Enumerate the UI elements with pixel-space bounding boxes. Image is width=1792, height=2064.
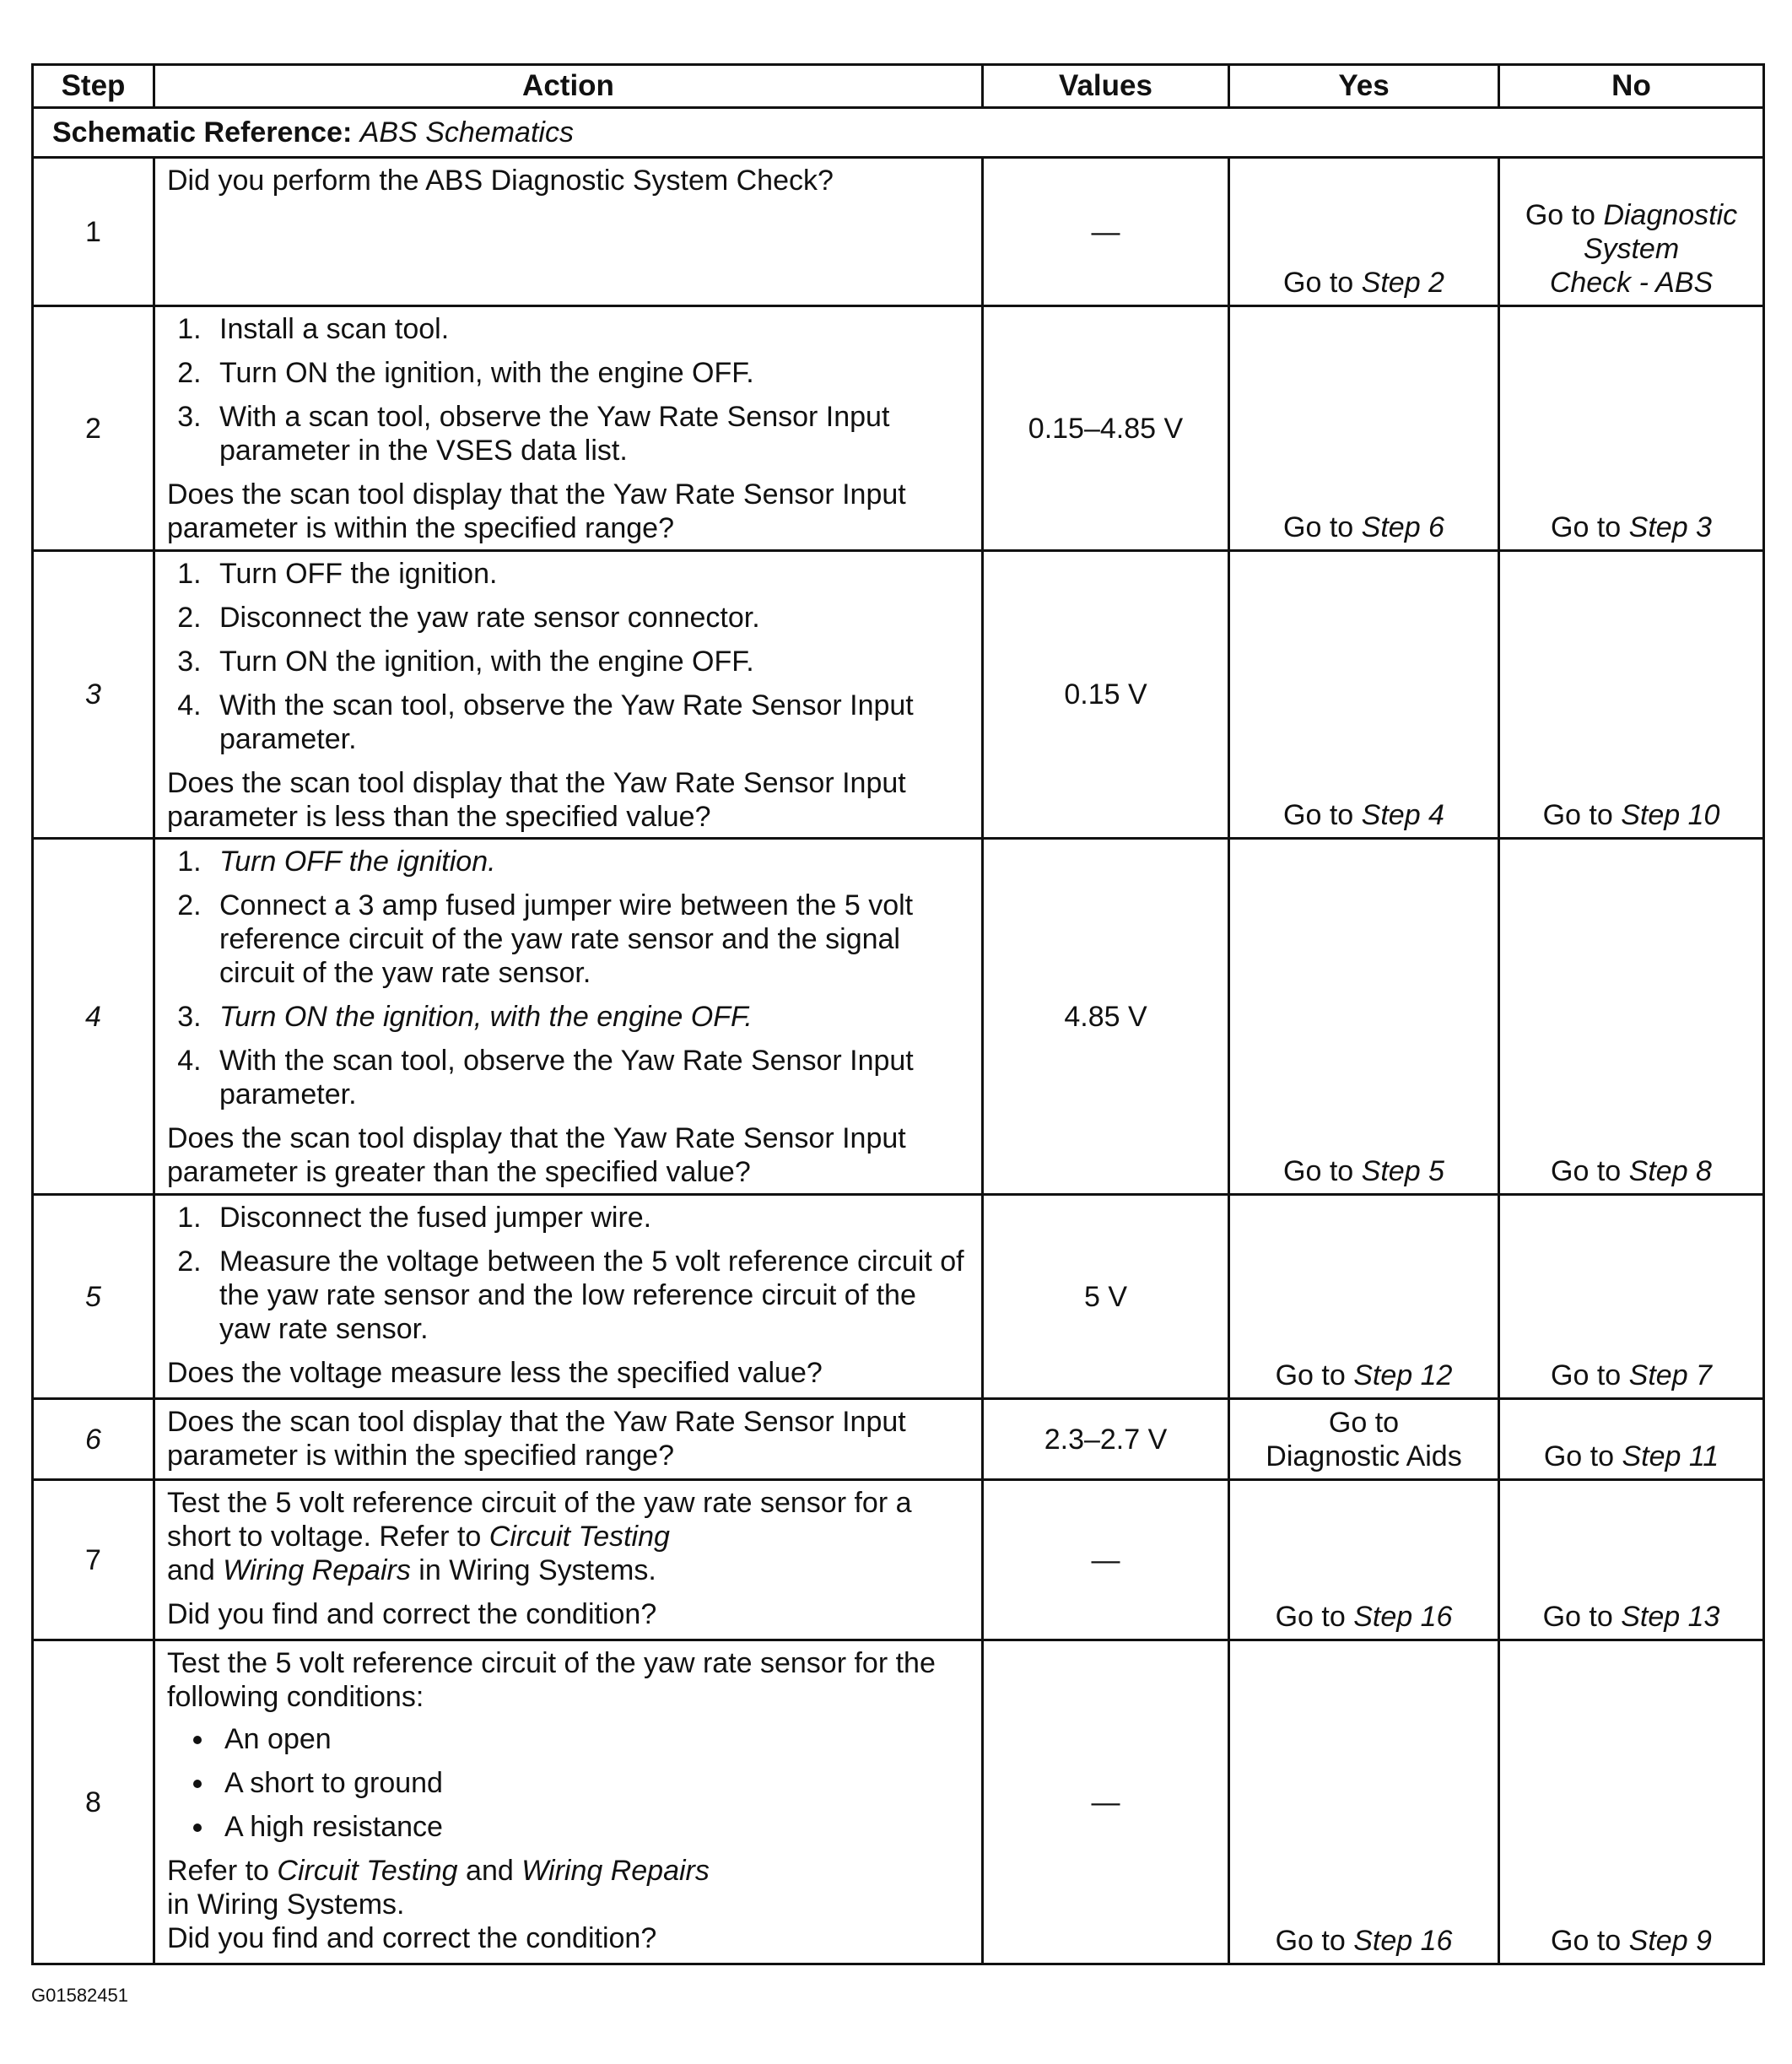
condition-item: • A high resistance xyxy=(216,1810,969,1844)
table-row xyxy=(33,839,1764,1195)
substep: 1. Disconnect the fused jumper wire. xyxy=(209,1201,969,1235)
reference-wiring-repairs: Wiring Repairs xyxy=(223,1554,411,1586)
step-yes xyxy=(1229,158,1499,306)
goto-target-line1: Diagnostic xyxy=(1603,199,1738,231)
reference-circuit-testing: Circuit Testing xyxy=(488,1521,670,1553)
goto-target: Step 5 xyxy=(1361,1155,1444,1187)
step-question: Does the scan tool display that the Yaw Rate Sensor Input parameter is less than the specified value? xyxy=(167,767,906,833)
step-instruction xyxy=(167,1486,969,1587)
substep: 2. Measure the voltage between the 5 volt reference circuit of the yaw rate sensor and the low reference circuit of the yaw rate sensor. xyxy=(209,1245,969,1346)
table-header-row xyxy=(33,65,1764,108)
goto-text: Go to xyxy=(1283,799,1354,831)
table-row xyxy=(33,551,1764,839)
step-number: 5 xyxy=(33,1195,154,1399)
goto-target: Step 7 xyxy=(1628,1359,1712,1391)
goto-text: Go to xyxy=(1275,1359,1346,1391)
step-value: 0.15–4.85 V xyxy=(983,306,1229,551)
substep-list xyxy=(167,1201,969,1346)
condition-item: • An open xyxy=(216,1722,969,1756)
step-question: Did you perform the ABS Diagnostic System Check? xyxy=(167,165,834,197)
figure-id: G01582451 xyxy=(31,1985,128,2006)
step-no xyxy=(1499,551,1764,839)
goto-target: Step 8 xyxy=(1628,1155,1712,1187)
step-value: 4.85 V xyxy=(983,839,1229,1195)
goto-target: Step 11 xyxy=(1622,1440,1719,1472)
step-question: Did you find and correct the condition? xyxy=(167,1922,657,1954)
condition-list xyxy=(167,1722,969,1844)
substep: 4. With the scan tool, observe the Yaw Rate Sensor Input parameter. xyxy=(209,1044,969,1111)
schematic-reference-label: Schematic Reference: xyxy=(52,116,353,149)
step-yes xyxy=(1229,839,1499,1195)
step-question: Does the scan tool display that the Yaw Rate Sensor Input parameter is within the specified range? xyxy=(167,478,906,544)
substep: 1. Turn OFF the ignition. xyxy=(209,557,969,591)
goto-text: Go to xyxy=(1525,199,1595,231)
step-no xyxy=(1499,1640,1764,1964)
step-question: Did you find and correct the condition? xyxy=(167,1598,657,1630)
step-value: 2.3–2.7 V xyxy=(983,1399,1229,1480)
step-number: 8 xyxy=(33,1640,154,1964)
step-action xyxy=(154,839,983,1195)
step-question: Does the scan tool display that the Yaw Rate Sensor Input parameter is greater than the specified value? xyxy=(167,1122,906,1188)
goto-target: Step 4 xyxy=(1361,799,1444,831)
step-no xyxy=(1499,839,1764,1195)
header-yes: Yes xyxy=(1229,65,1499,108)
goto-target: Step 13 xyxy=(1621,1601,1720,1633)
goto-text: Go to xyxy=(1283,267,1354,299)
step-no xyxy=(1499,306,1764,551)
instruction-text: Refer to xyxy=(167,1855,269,1887)
step-yes xyxy=(1229,1640,1499,1964)
step-action xyxy=(154,1640,983,1964)
goto-text: Go to xyxy=(1542,1601,1613,1633)
step-action xyxy=(154,1480,983,1640)
goto-target-line3: Check - ABS xyxy=(1549,267,1714,299)
goto-target: Step 9 xyxy=(1628,1925,1712,1957)
schematic-reference-row xyxy=(33,108,1764,158)
step-no xyxy=(1499,1480,1764,1640)
substep-list xyxy=(167,845,969,1111)
substep-list xyxy=(167,312,969,467)
goto-target: Step 2 xyxy=(1361,267,1444,299)
step-action xyxy=(154,306,983,551)
substep: 4. With the scan tool, observe the Yaw Rate Sensor Input parameter. xyxy=(209,689,969,756)
goto-target: Step 6 xyxy=(1361,511,1444,543)
substep: 1. Install a scan tool. xyxy=(209,312,969,346)
instruction-text: in Wiring Systems. xyxy=(167,1888,405,1921)
substep xyxy=(209,1000,969,1034)
goto-text: Go to xyxy=(1551,511,1622,543)
goto-target: Step 10 xyxy=(1621,799,1720,831)
instruction-text: Test the 5 volt reference circuit of the yaw rate sensor for a short to voltage. Refer to xyxy=(167,1487,912,1553)
step-yes xyxy=(1229,1399,1499,1480)
goto-text: Go to xyxy=(1551,1155,1622,1187)
step-question: Does the scan tool display that the Yaw Rate Sensor Input parameter is within the specified range? xyxy=(167,1406,906,1472)
step-number: 4 xyxy=(33,839,154,1195)
reference-circuit-testing: Circuit Testing xyxy=(277,1855,458,1887)
step-value: — xyxy=(983,158,1229,306)
step-action xyxy=(154,1195,983,1399)
diagnostic-steps-table xyxy=(31,63,1765,1965)
step-action xyxy=(154,1399,983,1480)
goto-target-line2: System xyxy=(1583,233,1680,265)
substep-text: Turn ON the ignition, with the engine OFF. xyxy=(219,1001,753,1033)
substep-list xyxy=(167,557,969,756)
substep: 2. Connect a 3 amp fused jumper wire between the 5 volt reference circuit of the yaw rate sensor and the signal circuit of the yaw rate sensor. xyxy=(209,889,969,990)
step-instruction: Test the 5 volt reference circuit of the yaw rate sensor for the following conditions: xyxy=(167,1647,936,1713)
step-yes xyxy=(1229,306,1499,551)
goto-text: Go to xyxy=(1543,1440,1615,1472)
goto-target: Step 12 xyxy=(1353,1359,1453,1391)
header-values: Values xyxy=(983,65,1229,108)
table-row xyxy=(33,1195,1764,1399)
goto-text: Go to xyxy=(1328,1407,1400,1439)
step-no xyxy=(1499,1399,1764,1480)
table-row xyxy=(33,306,1764,551)
goto-text: Go to xyxy=(1542,799,1613,831)
header-step: Step xyxy=(33,65,154,108)
goto-target: Step 16 xyxy=(1353,1601,1453,1633)
step-number: 1 xyxy=(33,158,154,306)
goto-text: Go to xyxy=(1551,1359,1622,1391)
header-action: Action xyxy=(154,65,983,108)
step-action xyxy=(154,551,983,839)
step-number: 3 xyxy=(33,551,154,839)
reference-wiring-repairs: Wiring Repairs xyxy=(521,1855,710,1887)
step-number: 6 xyxy=(33,1399,154,1480)
goto-text: Go to xyxy=(1551,1925,1622,1957)
table-row xyxy=(33,1480,1764,1640)
step-yes xyxy=(1229,551,1499,839)
table-row xyxy=(33,1399,1764,1480)
substep: 2. Turn ON the ignition, with the engine OFF. xyxy=(209,356,969,390)
goto-text: Go to xyxy=(1275,1601,1346,1633)
schematic-reference-cell xyxy=(33,108,1764,158)
step-number: 7 xyxy=(33,1480,154,1640)
step-value: — xyxy=(983,1640,1229,1964)
step-no xyxy=(1499,158,1764,306)
step-value: 5 V xyxy=(983,1195,1229,1399)
instruction-text: in Wiring Systems. xyxy=(418,1554,656,1586)
goto-text: Go to xyxy=(1283,511,1354,543)
step-question: Does the voltage measure less the specified value? xyxy=(167,1357,823,1389)
substep: 3. With a scan tool, observe the Yaw Rate Sensor Input parameter in the VSES data list. xyxy=(209,400,969,467)
goto-text: Go to xyxy=(1283,1155,1354,1187)
instruction-text: and xyxy=(466,1855,514,1887)
table-row xyxy=(33,158,1764,306)
step-yes xyxy=(1229,1195,1499,1399)
header-no: No xyxy=(1499,65,1764,108)
step-no xyxy=(1499,1195,1764,1399)
step-yes xyxy=(1229,1480,1499,1640)
substep: 3. Turn ON the ignition, with the engine OFF. xyxy=(209,645,969,678)
goto-target: Step 16 xyxy=(1353,1925,1453,1957)
instruction-text: and xyxy=(167,1554,215,1586)
condition-item: • A short to ground xyxy=(216,1766,969,1800)
goto-target: Step 3 xyxy=(1628,511,1712,543)
step-number: 2 xyxy=(33,306,154,551)
goto-target: Diagnostic Aids xyxy=(1266,1440,1462,1472)
table-row xyxy=(33,1640,1764,1964)
diagnostic-table-sheet xyxy=(31,63,1762,1965)
substep-text: Turn OFF the ignition. xyxy=(219,846,496,878)
step-action xyxy=(154,158,983,306)
substep xyxy=(209,845,969,878)
substep: 2. Disconnect the yaw rate sensor connector. xyxy=(209,601,969,635)
schematic-reference-link: ABS Schematics xyxy=(359,116,574,149)
step-value: 0.15 V xyxy=(983,551,1229,839)
goto-text: Go to xyxy=(1275,1925,1346,1957)
step-value: — xyxy=(983,1480,1229,1640)
step-reference xyxy=(167,1854,969,1921)
